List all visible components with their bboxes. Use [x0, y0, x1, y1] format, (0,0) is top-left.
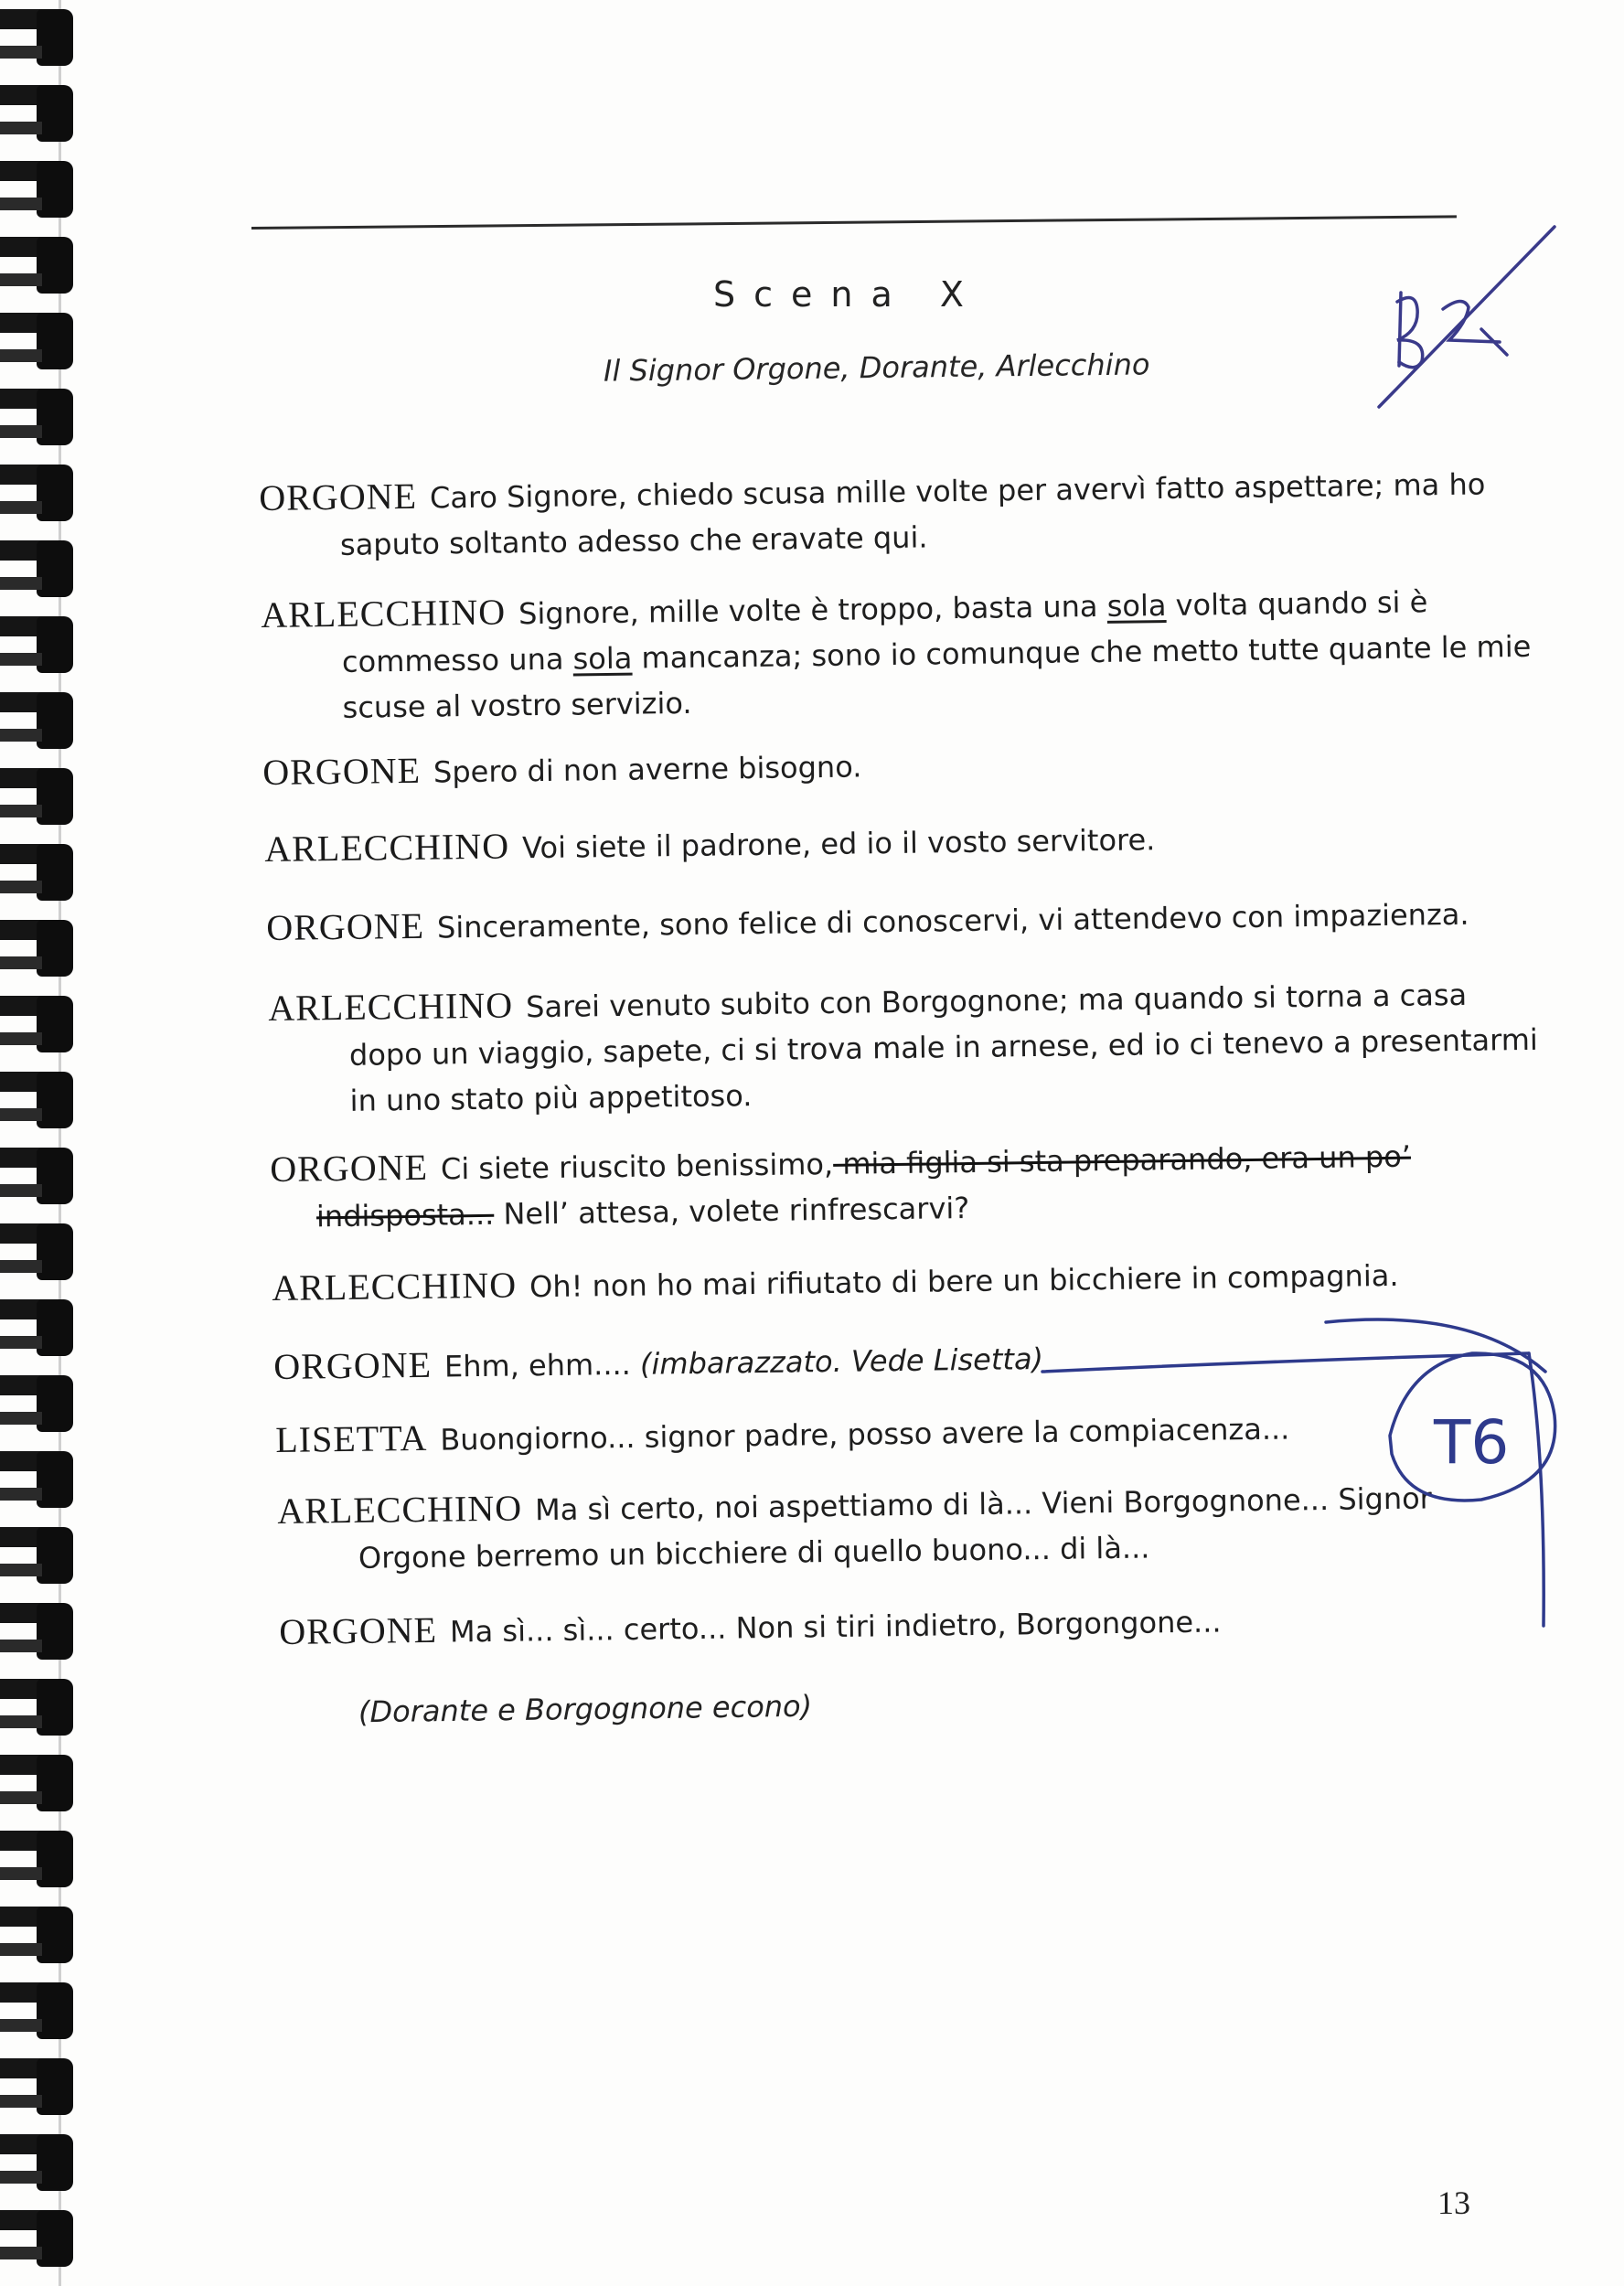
dialogue-line	[268, 969, 1539, 1125]
dialogue-line	[275, 1404, 1290, 1465]
speaker-name: ORGONE	[259, 475, 418, 518]
line-text: Oh! non ho mai rifiutato di bere un bicchiere in compagnia.	[529, 1257, 1399, 1305]
dialogue-line	[273, 1334, 1043, 1392]
line-text: in uno stato più appetitoso.	[349, 1078, 753, 1118]
struck-text: indisposta...	[315, 1196, 495, 1234]
line-text: volta quando si è	[1166, 584, 1428, 624]
line-text: scuse al vostro servizio.	[342, 685, 692, 725]
speaker-name: ARLECCHINO	[264, 825, 510, 870]
line-text: Spero di non averne bisogno.	[433, 749, 862, 790]
speaker-name: ORGONE	[279, 1608, 438, 1652]
speaker-name: ORGONE	[270, 1146, 429, 1190]
speaker-name: LISETTA	[275, 1416, 428, 1460]
underlined-word: sola	[1106, 588, 1167, 624]
line-text: dopo un viaggio, sapete, ci si trova male in arnese, ed io ci tenevo a presentarmi	[348, 1021, 1539, 1073]
line-text: Sarei venuto subito con Borgognone; ma quando si torna a casa	[525, 977, 1468, 1025]
line-text: Signore, mille volte è troppo, basta una	[518, 588, 1107, 632]
line-text: mancanza; sono io comunque che metto tutte quante le mie	[632, 628, 1532, 676]
dialogue-line	[264, 815, 1156, 874]
line-text: Ma sì certo, noi aspettiamo di là... Vieni Borgognone... Signor	[534, 1480, 1433, 1528]
dialogue-line	[272, 1251, 1399, 1313]
speaker-name: ARLECCHINO	[277, 1487, 523, 1532]
line-text: Voi siete il padrone, ed io il vosto servitore.	[521, 822, 1156, 866]
scene-title: Scena X	[713, 274, 982, 315]
line-text: Ci siete riuscito benissimo,	[440, 1146, 834, 1187]
stage-direction: (Dorante e Borgognone econo)	[358, 1688, 813, 1730]
dialogue-line	[279, 1597, 1222, 1657]
line-text: Orgone berremo un bicchiere di quello buono... di là...	[358, 1530, 1150, 1576]
scene-characters: Il Signor Orgone, Dorante, Arlecchino	[603, 347, 1150, 389]
page-number: 13	[1437, 2185, 1470, 2221]
speaker-name: ORGONE	[273, 1343, 433, 1387]
speaker-name: ARLECCHINO	[261, 591, 507, 636]
line-text: Ma sì... sì... certo... Non si tiri indietro, Borgongone...	[449, 1604, 1222, 1650]
line-text: saputo soltanto adesso che eravate qui.	[339, 519, 928, 562]
stage-note: (imbarazzato. Vede Lisetta)	[639, 1341, 1044, 1382]
dialogue-line	[270, 1132, 1412, 1240]
cue-label: T6	[1434, 1407, 1510, 1478]
dialogue-line	[266, 890, 1469, 953]
line-text: Ehm, ehm....	[443, 1346, 641, 1384]
speaker-name: ORGONE	[266, 904, 425, 948]
line-text: Sinceramente, sono felice di conoscervi, vi attendevo con impazienza.	[436, 896, 1469, 945]
line-text: commesso una	[341, 641, 573, 679]
speaker-name: ARLECCHINO	[272, 1264, 518, 1309]
dialogue-line	[277, 1473, 1433, 1582]
speaker-name: ARLECCHINO	[268, 984, 514, 1029]
dialogue-line	[262, 742, 862, 797]
speaker-name: ORGONE	[262, 749, 422, 793]
underlined-word: sola	[572, 640, 633, 677]
line-text: Caro Signore, chiedo scusa mille volte per avervì fatto aspettare; ma ho	[429, 466, 1486, 516]
line-text: Buongiorno... signor padre, posso avere la compiacenza...	[440, 1411, 1290, 1458]
dialogue-line	[259, 459, 1486, 569]
struck-text: mia figlia si sta preparando, era un po’	[832, 1138, 1412, 1181]
line-text: Nell’ attesa, volete rinfrescarvi?	[494, 1190, 970, 1232]
dialogue-line	[261, 576, 1532, 732]
